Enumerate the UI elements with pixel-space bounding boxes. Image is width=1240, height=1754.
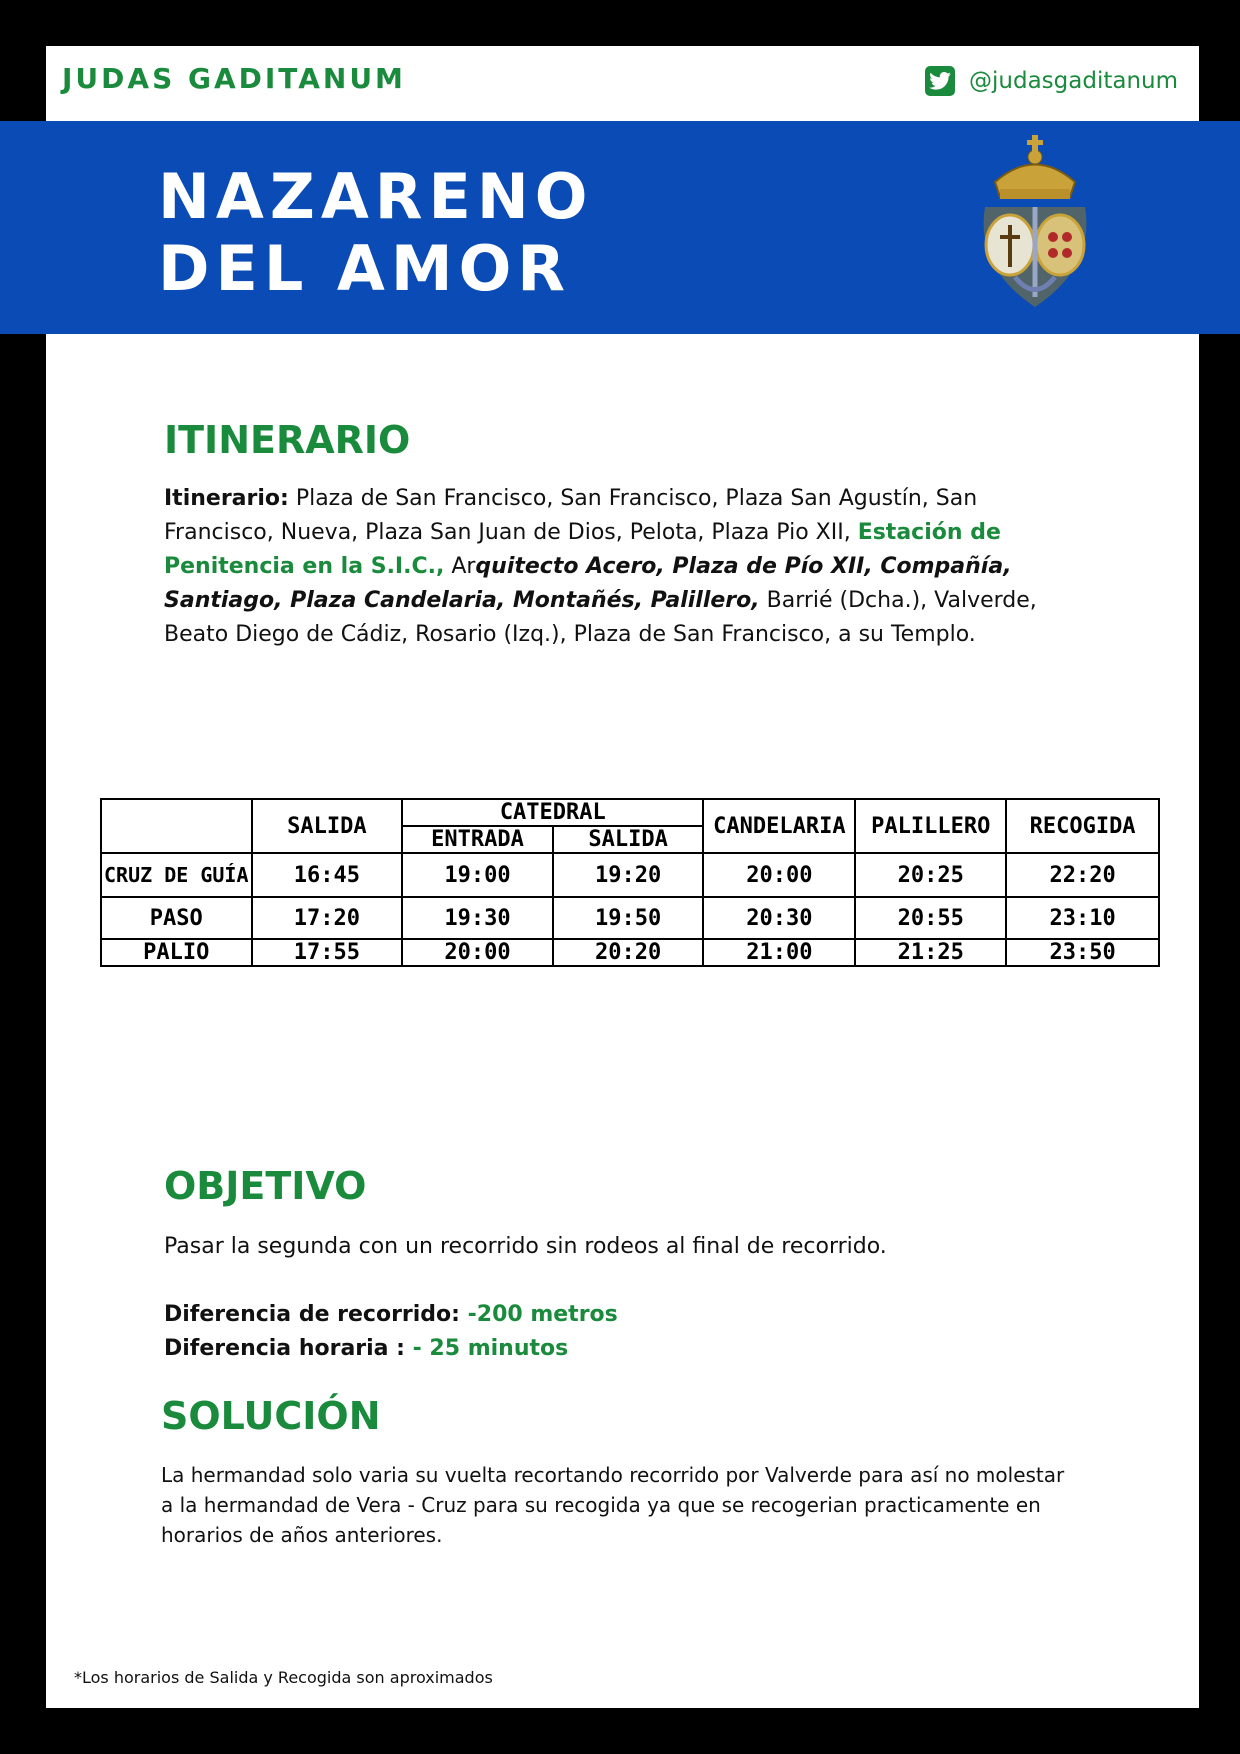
schedule-table (100, 798, 1160, 967)
table-row (101, 853, 1159, 897)
row-label: CRUZ DE GUÍA (101, 853, 252, 897)
header-catedral: CATEDRAL (402, 799, 703, 826)
table-row (101, 897, 1159, 939)
cell-entrada: 20:00 (402, 939, 553, 966)
table-row (101, 939, 1159, 966)
cell-palillero: 20:25 (855, 853, 1006, 897)
solucion-heading: SOLUCIÓN (161, 1394, 381, 1438)
footnote: *Los horarios de Salida y Recogida son aproximados (74, 1668, 493, 1687)
objetivo-heading: OBJETIVO (164, 1164, 367, 1208)
cell-salida: 17:20 (252, 897, 403, 939)
page-title (158, 161, 594, 305)
cell-candelaria: 20:00 (703, 853, 855, 897)
title-banner (0, 121, 1240, 334)
itinerario-part2: Ar (444, 554, 476, 579)
cell-palillero: 21:25 (855, 939, 1006, 966)
cell-cat-salida: 19:50 (553, 897, 704, 939)
header-cat-salida: SALIDA (553, 826, 704, 853)
distance-label: Diferencia de recorrido: (164, 1302, 460, 1327)
itinerario-green: Estación de Penitencia en la S.I.C., (164, 520, 1001, 579)
cell-candelaria: 21:00 (703, 939, 855, 966)
header-row (101, 799, 1159, 826)
cell-recogida: 22:20 (1006, 853, 1159, 897)
header-recogida: RECOGIDA (1006, 799, 1159, 853)
cell-salida: 17:55 (252, 939, 403, 966)
itinerario-heading: ITINERARIO (164, 418, 411, 462)
cell-cat-salida: 20:20 (553, 939, 704, 966)
distance-value: -200 metros (459, 1302, 618, 1327)
cell-entrada: 19:00 (402, 853, 553, 897)
header-salida: SALIDA (252, 799, 403, 853)
itinerario-bold-italic: quitecto Acero, Plaza de Pío XII, Compañía, Santiago, Plaza Candelaria, Montañés, Palillero, (164, 554, 1012, 613)
social-handle[interactable] (925, 66, 1178, 96)
handle-text: @judasgaditanum (969, 68, 1178, 94)
row-label: PALIO (101, 939, 252, 966)
header-entrada: ENTRADA (402, 826, 553, 853)
itinerario-part1: Plaza de San Francisco, San Francisco, Plaza San Agustín, San Francisco, Nueva, Plaza San Juan de Dios, Pelota, Plaza Pio XII, (164, 486, 978, 545)
header-palillero: PALILLERO (855, 799, 1006, 853)
solucion-text: La hermandad solo varia su vuelta recortando recorrido por Valverde para así no molestar a la hermandad de Vera - Cruz para su recogida ya que se recogerian practicamente en horarios de años anteriores. (161, 1463, 1065, 1547)
crest-emblem (955, 127, 1115, 317)
objetivo-text: Pasar la segunda con un recorrido sin rodeos al final de recorrido. (164, 1234, 887, 1259)
itinerario-part3: Barrié (Dcha.), Valverde, Beato Diego de Cádiz, Rosario (Izq.), Plaza de San Francisco, a su Templo. (164, 588, 1037, 647)
cell-candelaria: 20:30 (703, 897, 855, 939)
time-diff (164, 1332, 1064, 1366)
cell-recogida: 23:50 (1006, 939, 1159, 966)
cell-recogida: 23:10 (1006, 897, 1159, 939)
cell-entrada: 19:30 (402, 897, 553, 939)
header-candelaria: CANDELARIA (703, 799, 855, 853)
title-line-2: DEL AMOR (158, 232, 572, 305)
corner-cell (101, 799, 252, 853)
title-line-1: NAZARENO (158, 160, 594, 233)
itinerario-label: Itinerario: (164, 486, 289, 511)
time-value: - 25 minutos (404, 1336, 569, 1361)
cell-salida: 16:45 (252, 853, 403, 897)
distance-diff (164, 1298, 1064, 1332)
row-label: PASO (101, 897, 252, 939)
cell-palillero: 20:55 (855, 897, 1006, 939)
brand-name: JUDAS GADITANUM (62, 62, 406, 95)
twitter-icon (925, 66, 955, 96)
itinerario-text (164, 482, 1064, 652)
time-label: Diferencia horaria : (164, 1336, 405, 1361)
cell-cat-salida: 19:20 (553, 853, 704, 897)
